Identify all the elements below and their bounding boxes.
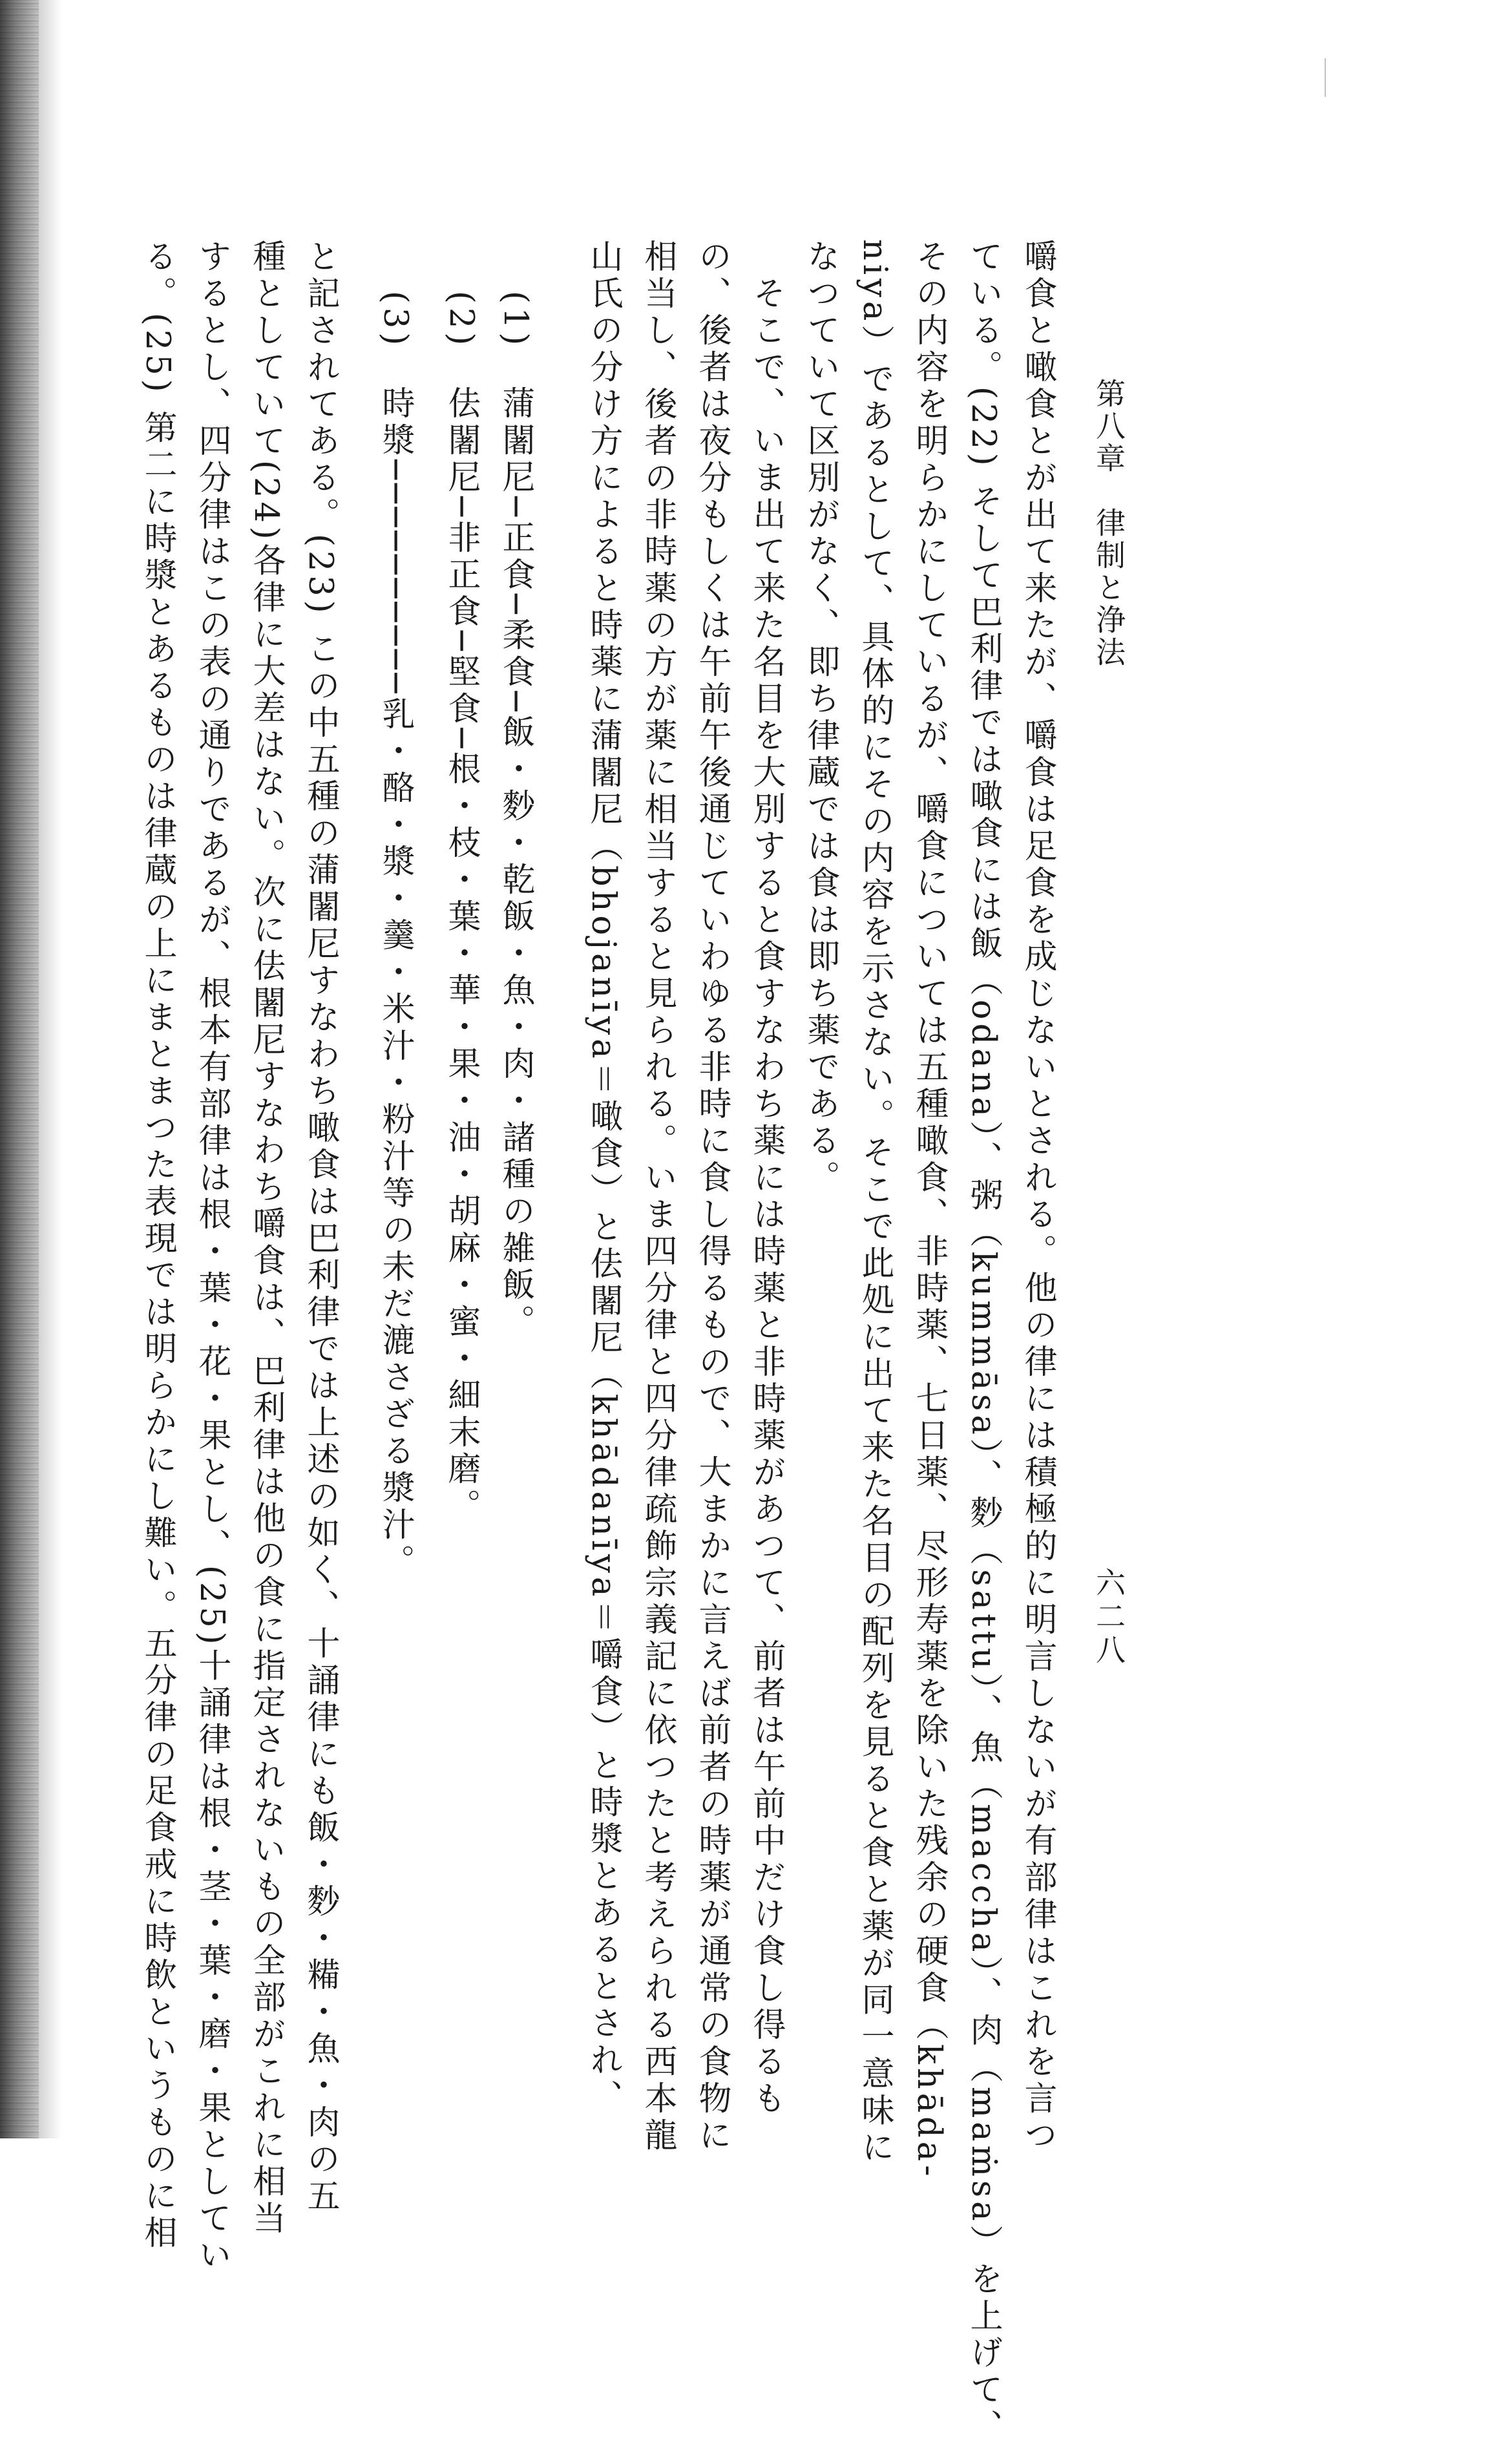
text-line-7: の、後者は夜分もしくは午前午後通じていわゆる非時に食し得るもので、大まかに言えば前者の時薬が通常の食物に <box>693 239 731 2155</box>
list-item-2: (2) 佉闍尼─非正食─堅食─根・枝・葉・華・果・油・胡麻・蜜・細末磨。 <box>442 291 480 1526</box>
scan-noise <box>0 0 39 2138</box>
text-line-6: そこで、いま出て来た名目を大別すると食すなわち薬には時薬と非時薬があつて、前者は午前中だけ食し得るも <box>747 239 785 2118</box>
text-line-4: niya）であるとして、具体的にその内容を示さない。そこで此処に出て来た名目の配列を見ると食と薬が同一意味に <box>856 239 894 2167</box>
list-item-1: (1) 蒲闍尼─正食─柔食─飯・麨・乾飯・魚・肉・諸種の雑飯。 <box>496 291 534 1342</box>
text-line-10: と記されてある。(23) この中五種の蒲闍尼すなわち噉食は巴利律では上述の如く、十誦律にも飯・麨・糒・魚・肉の五 <box>301 239 339 2215</box>
text-line-9: 山氏の分け方によると時薬に蒲闍尼（bhojanīya＝噉食）と佉闍尼（khādanīya＝嚼食）と時漿とあるとされ、 <box>584 239 622 2116</box>
text-line-5: なつていて区別がなく、即ち律蔵では食は即ち薬である。 <box>801 239 839 1197</box>
chapter-heading: 第八章 律制と浄法 <box>1091 378 1126 669</box>
text-line-1: 嚼食と噉食とが出て来たが、嚼食は足食を成じないとされる。他の律には積極的に明言しないが有部律はこれを言つ <box>1018 239 1056 2155</box>
text-line-13: る。(25) 第二に時漿とあるものは律蔵の上にまとまつた表現では明らかにし難い。五分律の足食戒に時飲というものに相 <box>138 239 176 2252</box>
text-line-8: 相当し、後者の非時薬の方が薬に相当すると見られる。いま四分律と四分律疏飾宗義記に依つたと考えられる西本龍 <box>638 239 677 2155</box>
text-line-12: するとし、四分律はこの表の通りであるが、根本有部律は根・葉・花・果とし、(25)十誦律は根・茎・葉・磨・果としてい <box>193 239 231 2275</box>
text-line-3: その内容を明らかにしているが、嚼食については五種噉食、非時薬、七日薬、尽形寿薬を除いた残余の硬食（khāda- <box>910 239 948 2180</box>
text-line-2: ている。(22) そして巴利律では噉食には飯（odana）、粥（kummāsa）、麨（sattu）、魚（maccha）、肉（maṁsa）を上げて、 <box>964 239 1002 2446</box>
list-item-3: (3) 時漿──────────乳・酪・漿・羹・米汁・粉汁等の未だ漉さざる漿汁。 <box>376 291 414 1581</box>
margin-mark <box>1325 58 1326 97</box>
text-line-11: 種としていて(24)各律に大差はない。次に佉闍尼すなわち嚼食は、巴利律は他の食に指定されないもの全部がこれに相当 <box>247 239 285 2238</box>
page-number: 六二八 <box>1091 1567 1126 1668</box>
